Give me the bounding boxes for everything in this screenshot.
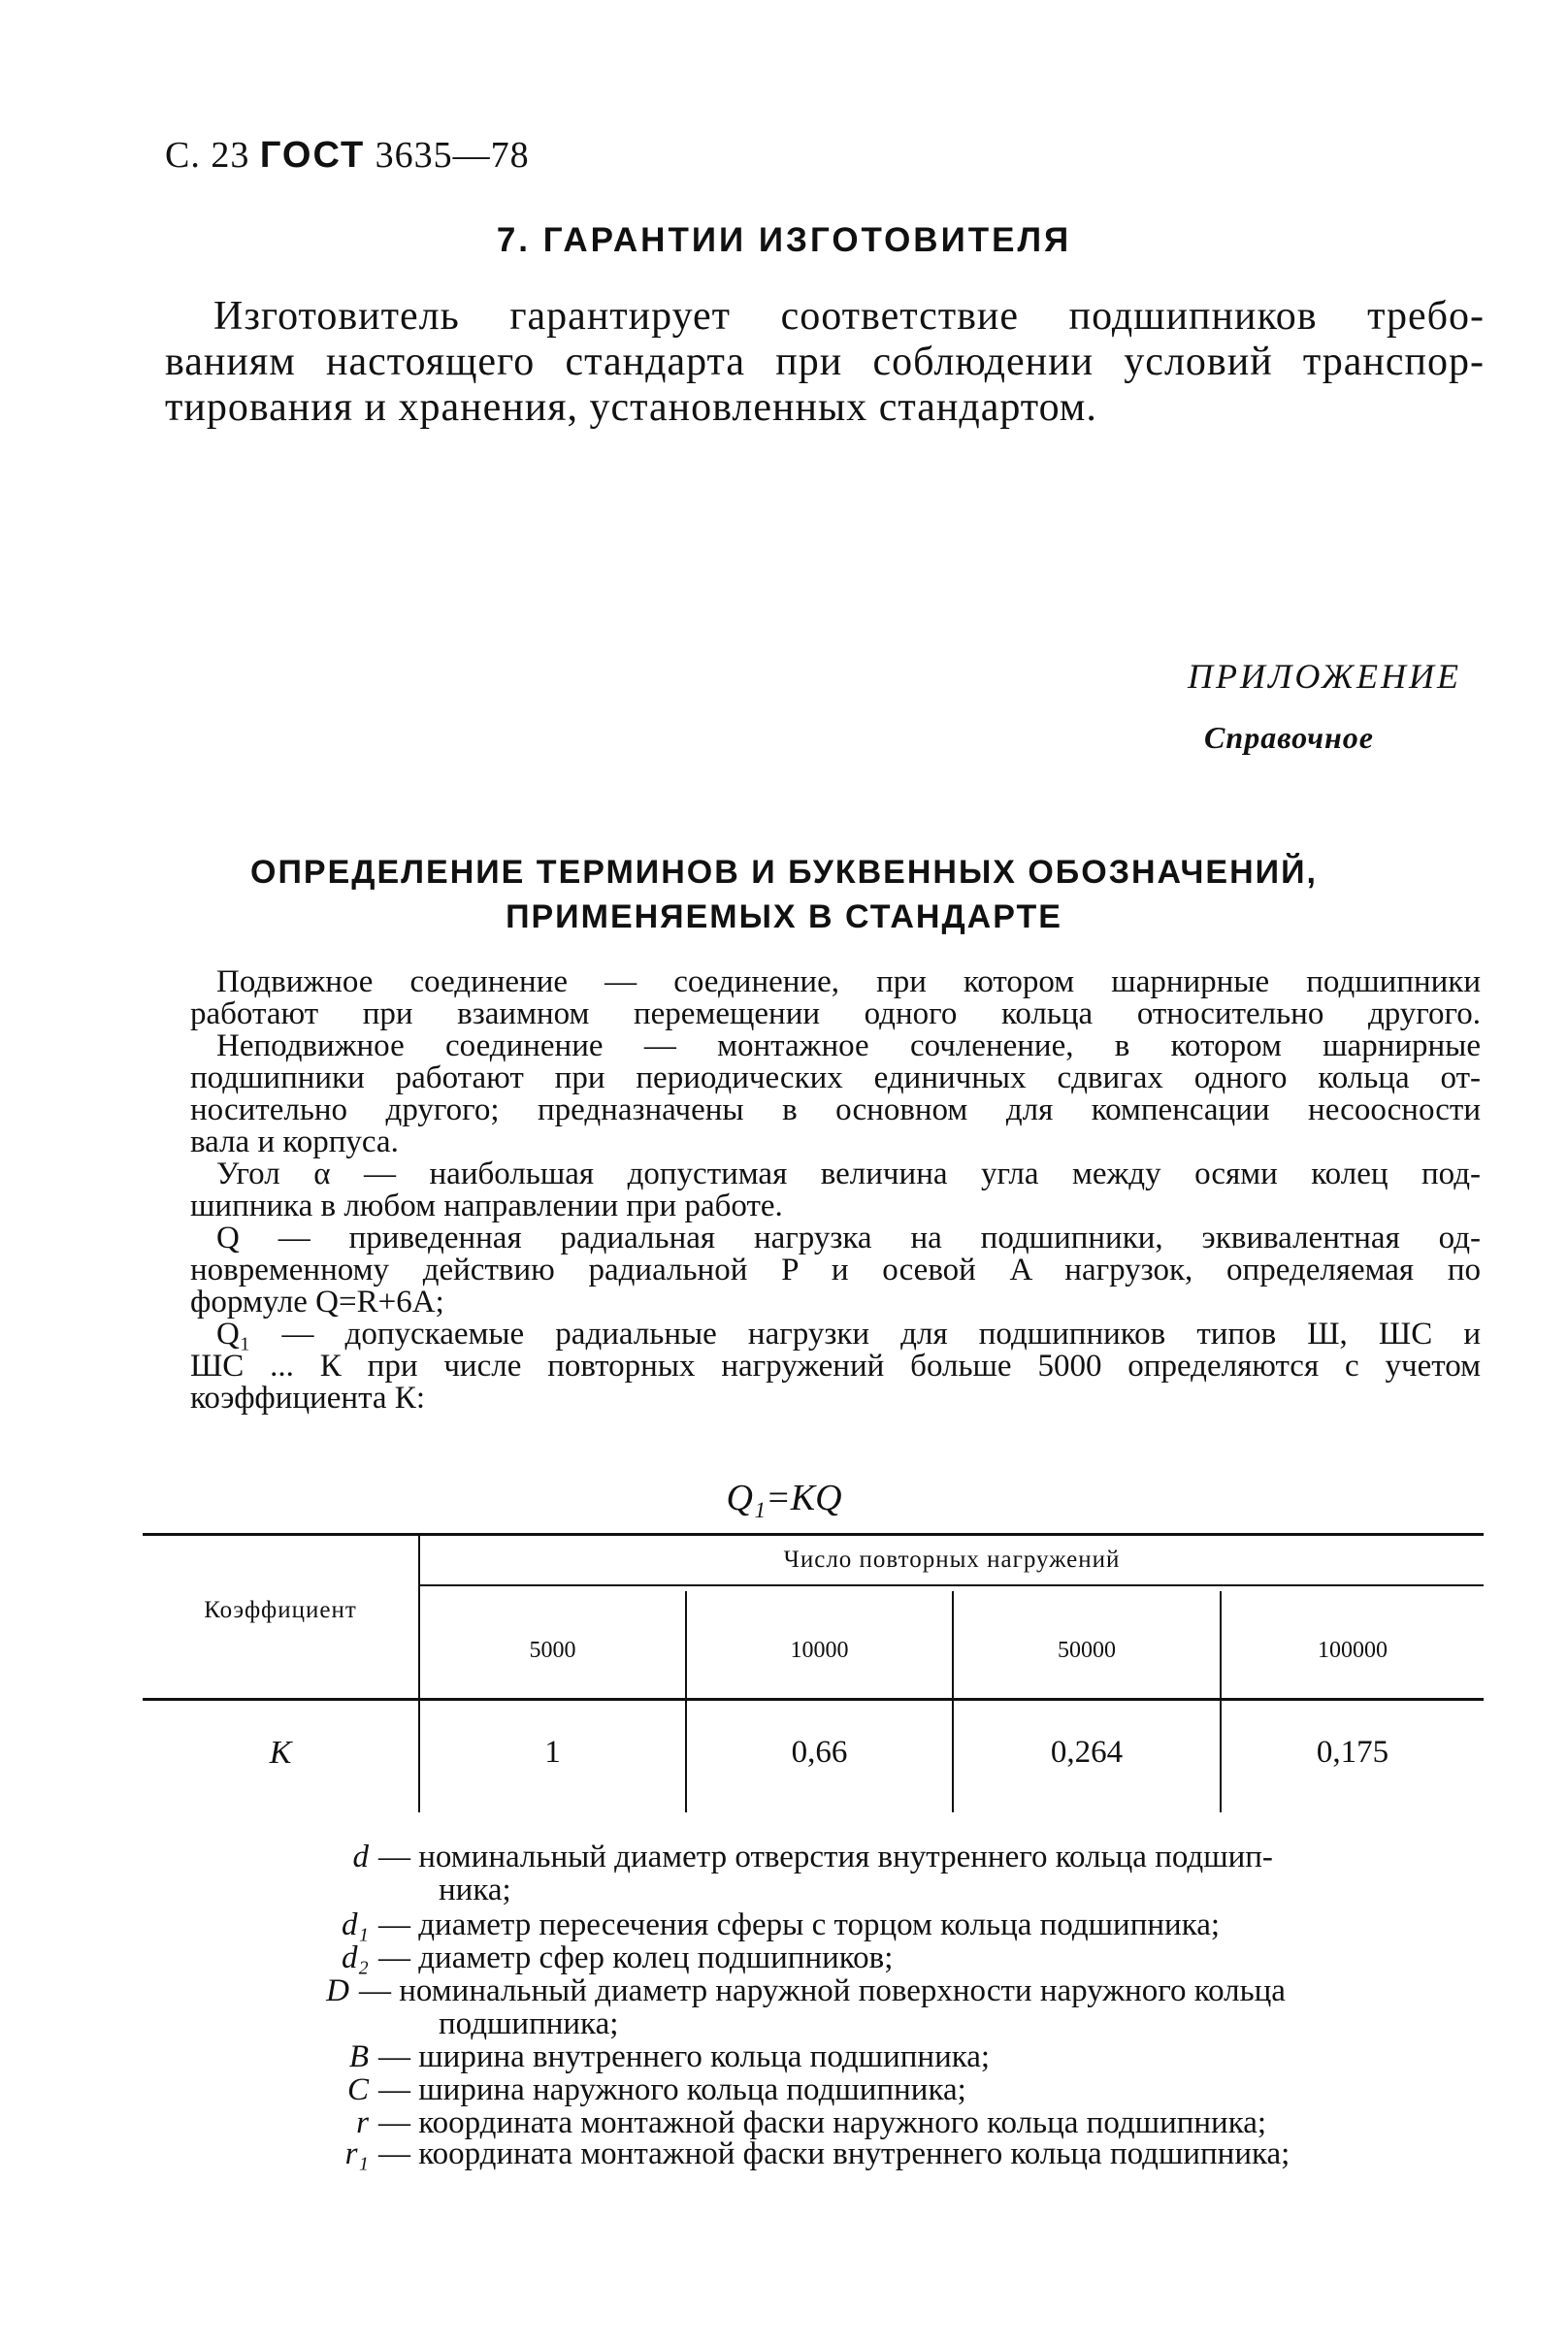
- definition-line: подшипники работают при периодических единичных сдвигах одного кольца от-: [190, 1060, 1481, 1095]
- page-number: С. 23: [165, 135, 250, 176]
- definition-line: работают при взаимном перемещении одного кольца относительно другого.: [190, 996, 1481, 1031]
- symbol-text: — ширина внутреннего кольца подшипника;: [378, 2039, 991, 2074]
- section-7-title: 7. ГАРАНТИИ ИЗГОТОВИТЕЛЯ: [496, 221, 1072, 259]
- symbol-text: — координата монтажной фаски наружного кольца подшипника;: [378, 2105, 1267, 2140]
- symbol: d₁: [342, 1907, 369, 1942]
- definition-line: коэффициента К:: [190, 1381, 425, 1416]
- table-group-rule: [420, 1584, 1484, 1586]
- symbol-text: — номинальный диаметр отверстия внутреннего кольца подшип-: [378, 1840, 1273, 1874]
- standard-label: ГОСТ: [259, 135, 366, 176]
- section-7-line: Изготовитель гарантирует соответствие подшипников требо-: [213, 294, 1485, 339]
- symbol-text: — координата монтажной фаски внутреннего кольца подшипника;: [378, 2136, 1290, 2171]
- definition-line: шипника в любом направлении при работе.: [190, 1189, 783, 1223]
- symbol: r₁: [344, 2136, 369, 2171]
- symbol-text: — номинальный диаметр наружной поверхности наружного кольца: [359, 1973, 1286, 2008]
- symbol: d₂: [342, 1940, 369, 1975]
- symbol-text-cont: ника;: [439, 1873, 511, 1907]
- table-vertical-rule: [685, 1591, 687, 1812]
- definition-line: Неподвижное соединение — монтажное сочленение, в котором шарнирные: [216, 1028, 1481, 1063]
- standard-number: 3635—78: [375, 135, 530, 176]
- definition-line: новременному действию радиальной P и осевой A нагрузок, определяемая по: [190, 1253, 1481, 1287]
- definition-line: носительно другого; предназначены в основном для компенсации несоосности: [190, 1092, 1481, 1127]
- appendix-status: Справочное: [1204, 720, 1374, 755]
- symbol-text: — диаметр пересечения сферы с торцом кольца подшипника;: [378, 1907, 1221, 1942]
- group-header-cell: Число повторных нагружений: [783, 1547, 1121, 1573]
- column-header-cell: 5000: [529, 1638, 576, 1663]
- definition-line: Q₁ — допускаемые радиальные нагрузки для подшипников типов Ш, ШС и: [216, 1317, 1481, 1352]
- section-7-line: тирования и хранения, установленных стандартом.: [165, 385, 1097, 430]
- formula: Q₁=KQ: [726, 1478, 842, 1518]
- table-vertical-rule: [952, 1591, 954, 1812]
- section-7-line: ваниям настоящего стандарта при соблюдении условий транспор-: [165, 340, 1485, 384]
- section-7-body: [165, 294, 1485, 431]
- symbol: d: [352, 1840, 369, 1874]
- definitions-title: [0, 850, 1568, 939]
- column-header-cell: 100000: [1318, 1638, 1388, 1663]
- definitions-title-line: ПРИМЕНЯЕМЫХ В СТАНДАРТЕ: [506, 898, 1062, 935]
- definition-line: Угол α — наибольшая допустимая величина угла между осями колец под-: [216, 1157, 1481, 1191]
- row-label-cell: К: [269, 1735, 292, 1771]
- definition-line: ШС ... К при числе повторных нагружений больше 5000 определяются с учетом: [190, 1349, 1481, 1384]
- definition-line: вала и корпуса.: [190, 1124, 399, 1159]
- definitions-body: [190, 966, 1481, 1415]
- coefficient-table: [143, 1533, 1484, 1814]
- symbol: C: [346, 2072, 369, 2107]
- symbol: B: [348, 2039, 369, 2074]
- table-top-rule: [143, 1533, 1484, 1536]
- value-cell: 0,264: [1050, 1735, 1124, 1770]
- running-header: [165, 134, 530, 177]
- definition-line: формуле Q=R+6A;: [190, 1285, 444, 1320]
- table-vertical-rule: [1220, 1591, 1222, 1812]
- symbol: r: [356, 2105, 369, 2140]
- value-cell: 0,175: [1316, 1735, 1389, 1770]
- symbol: D: [326, 1973, 349, 2008]
- definitions-title-line: ОПРЕДЕЛЕНИЕ ТЕРМИНОВ И БУКВЕННЫХ ОБОЗНАЧЕНИЙ,: [250, 854, 1318, 891]
- definition-line: Q — приведенная радиальная нагрузка на подшипники, эквивалентная од-: [216, 1221, 1481, 1255]
- value-cell: 1: [544, 1735, 561, 1770]
- symbol-text-cont: подшипника;: [439, 2006, 619, 2041]
- symbol-text: — диаметр сфер колец подшипников;: [378, 1940, 894, 1975]
- table-header-rule: [143, 1698, 1484, 1701]
- value-cell: 0,66: [791, 1735, 848, 1770]
- column-header-cell: 50000: [1058, 1638, 1116, 1663]
- definition-line: Подвижное соединение — соединение, при котором шарнирные подшипники: [216, 964, 1481, 999]
- symbol-text: — ширина наружного кольца подшипника;: [378, 2072, 966, 2107]
- column-header-cell: 10000: [790, 1638, 849, 1663]
- appendix-label: ПРИЛОЖЕНИЕ: [1188, 657, 1461, 696]
- row-header-cell: Коэффициент: [204, 1597, 357, 1623]
